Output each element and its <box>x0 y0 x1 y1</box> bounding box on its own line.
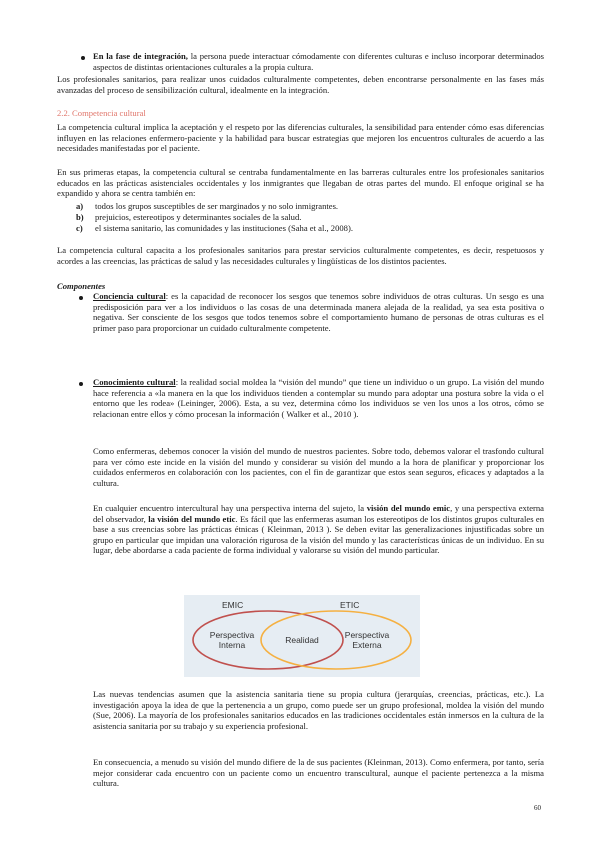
bullet-integration <box>93 51 544 72</box>
components-heading <box>57 281 544 292</box>
para-2: En sus primeras etapas, la competencia cultural se centraba fundamentalmente en las barreras culturales entre los profesionales sanitarios educados en las prácticas asistenciales occidentales y los inmigrantes que llegaban de otras partes del mundo. El enfoque original se ha expandido y ahora se centra también en: <box>57 167 544 199</box>
venn-diagram <box>184 595 420 677</box>
external-perspective-line2: Externa <box>352 640 382 650</box>
component-conocimiento <box>93 377 544 419</box>
reality-label: Realidad <box>285 635 319 645</box>
etic-ellipse <box>261 611 411 669</box>
emic-etic-diagram <box>184 595 420 677</box>
components-heading-text: Componentes <box>57 281 106 291</box>
para-emic-3: . Es fácil que las enfermeras asuman los estereotipos de los distintos grupos culturales en base a sus creencias sobre las prácticas étnicas ( Kleinman, 2013 ). Se deben evitar las generalizaciones injustificadas sobre un grupo en particular que impidan una valoración rigurosa de la visión del mundo y las características únicas de un individuo. En su lugar, debe abordarse a cada paciente de forma individual y valorarse su visión del mundo particular. <box>93 513 544 556</box>
internal-perspective-line1: Perspectiva <box>209 630 255 640</box>
internal-perspective-line2: Interna <box>218 640 246 650</box>
para-1: La competencia cultural implica la aceptación y el respeto por las diferencias culturales, la sensibilidad para entender cómo esas diferencias influyen en las relaciones enfermero-paciente y la habilidad para buscar estrategias que mejoren los encuentros culturales de acuerdo a las necesidades manifestadas por el paciente. <box>57 122 544 154</box>
section-heading: 2.2. Competencia cultural <box>57 108 146 118</box>
para-final: En consecuencia, a menudo su visión del mundo difiere de la de sus pacientes (Kleinman, 2013). Como enfermera, por tanto, sería mejor considerar cada encuentro con un paciente como un encuentro transcultural, aunque el paciente pertenezca a la misma cultura. <box>93 757 544 789</box>
bullet-integration-text: la persona puede interactuar cómodamente con diferentes culturas e incluso incorporar determinados aspectos de distintas orientaciones culturales a la propia cultura. <box>93 51 544 72</box>
etic-label: ETIC <box>340 600 360 610</box>
para-emic-bold-1: visión del mundo emic <box>366 503 451 513</box>
bullet-dot <box>79 296 83 300</box>
para-nurses: Como enfermeras, debemos conocer la visión del mundo de nuestros pacientes. Sobre todo, debemos valorar el trasfondo cultural para ver cómo este incide en la visión del mundo y considerar su visión del mundo a la hora de planificar y proporcionar los cuidados enfermeros en colaboración con los pacientes, con el fin de garantizar que estos sean seguros, eficaces y adaptados a la cultura. <box>93 446 544 488</box>
conciencia-title: Conciencia cultural <box>93 291 166 301</box>
bullet-integration-bold: En la fase de integración, <box>93 51 188 61</box>
para-trends: Las nuevas tendencias asumen que la asistencia sanitaria tiene su propia cultura (jerarquías, creencias, prácticas, etc.). La investigación apoya la idea de que la pertenencia a un grupo, como puede ser un grupo profesional, moldea la visión del mundo (Sue, 2006). La mayoría de los profesionales sanitarios educados en las tradiciones occidentales están inmersos en la cultura de la asistencia sanitaria por su trabajo y su experiencia profesional. <box>93 689 544 731</box>
list-letter-b: b) <box>76 212 84 222</box>
emic-ellipse <box>193 611 343 669</box>
external-perspective-line1: Perspectiva <box>344 630 390 640</box>
bullet-dot <box>81 56 85 60</box>
conocimiento-text: : la realidad social moldea la “visión del mundo” que tiene un individuo o un grupo. La visión del mundo hace referencia a «la manera en la que los individuos tienden a contemplar su mundo para adoptar una postura sobre la vida o el entorno que les rodea» (Leininger, 2006). Esta, a su vez, determina cómo los individuos se ven los unos a los otros, cómo se relacionan entre ellos y cómo procesan la información ( Walker et al., 2010 ). <box>93 377 544 419</box>
para-emic <box>93 503 544 556</box>
conocimiento-title: Conocimiento cultural <box>93 377 176 387</box>
para-intro: Los profesionales sanitarios, para realizar unos cuidados culturalmente competentes, deben encontrarse personalmente en las fases más avanzadas del proceso de sensibilización cultural, idealmente en la integración. <box>57 74 544 95</box>
conciencia-text: : es la capacidad de reconocer los sesgos que tenemos sobre individuos de otras culturas. Un sesgo es una predisposición para ver a los individuos o las cosas de una determinada manera alejada de la realidad, ya sea esta positiva o negativa. Ser consciente de los sesgos que todos tenemos sobre el comportamiento humano de personas de otras culturas es el primer paso para proporcionar un cuidado culturalmente competente. <box>93 291 544 333</box>
component-conciencia <box>93 291 544 333</box>
list-item-b: prejuicios, estereotipos y determinantes sociales de la salud. <box>95 212 302 222</box>
bullet-dot <box>79 382 83 386</box>
emic-label: EMIC <box>222 600 244 610</box>
page-number: 60 <box>534 804 541 812</box>
list-letter-a: a) <box>76 201 84 211</box>
list-item-c: el sistema sanitario, las comunidades y las instituciones (Saha et al., 2008). <box>95 223 353 233</box>
para-3: La competencia cultural capacita a los profesionales sanitarios para prestar servicios culturalmente competentes, es decir, respetuosos y acordes a las creencias, las prácticas de salud y las necesidades culturales y lingüísticas de los distintos pacientes. <box>57 245 544 266</box>
list-letter-c: c) <box>76 223 83 233</box>
para-emic-2: , y una perspectiva externa del observador, <box>93 503 544 524</box>
para-emic-1: En cualquier encuentro intercultural hay una perspectiva interna del sujeto, la <box>93 503 367 513</box>
list-item-a: todos los grupos susceptibles de ser marginados y no solo inmigrantes. <box>95 201 339 211</box>
para-emic-bold-2: la visión del mundo etic <box>148 513 236 524</box>
